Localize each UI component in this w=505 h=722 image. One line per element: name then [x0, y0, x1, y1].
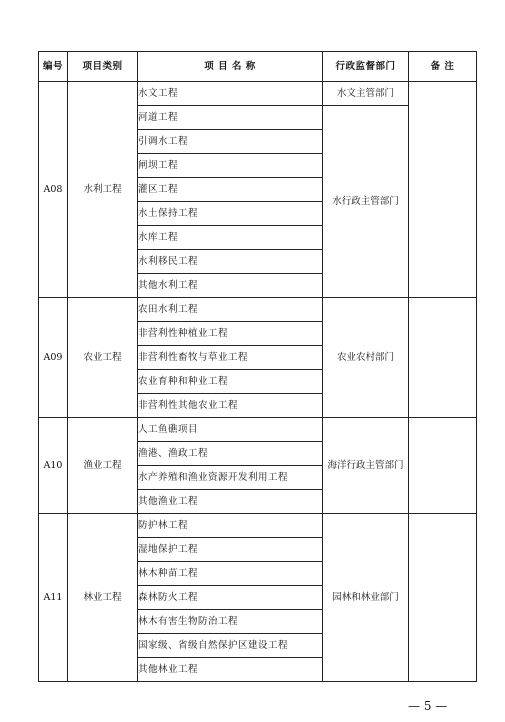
- table-row: [39, 298, 477, 322]
- row-code: A08: [39, 82, 68, 298]
- item-name: 防护林工程: [138, 514, 323, 538]
- row-note: [409, 514, 477, 682]
- item-name: 农业育种和种业工程: [138, 370, 323, 394]
- row-note: [409, 82, 477, 298]
- table-row: [39, 82, 477, 106]
- table-row: [39, 418, 477, 442]
- item-name: 国家级、省级自然保护区建设工程: [138, 634, 323, 658]
- item-name: 灌区工程: [138, 178, 323, 202]
- row-dept: 水文主管部门: [323, 82, 409, 106]
- item-name: 湿地保护工程: [138, 538, 323, 562]
- item-name: 其他林业工程: [138, 658, 323, 682]
- header-note: 备 注: [409, 52, 477, 82]
- row-code: A10: [39, 418, 68, 514]
- row-code: A11: [39, 514, 68, 682]
- item-name: 人工鱼礁项目: [138, 418, 323, 442]
- page-number: — 5 —: [408, 699, 448, 713]
- row-category: 渔业工程: [68, 418, 138, 514]
- row-category: 水利工程: [68, 82, 138, 298]
- row-dept: 海洋行政主管部门: [323, 418, 409, 514]
- item-name: 非营利性畜牧与草业工程: [138, 346, 323, 370]
- row-code: A09: [39, 298, 68, 418]
- item-name: 非营利性其他农业工程: [138, 394, 323, 418]
- header-name: 项 目 名 称: [138, 52, 323, 82]
- item-name: 林木种苗工程: [138, 562, 323, 586]
- item-name: 水产养殖和渔业资源开发利用工程: [138, 466, 323, 490]
- table-row: [39, 514, 477, 538]
- item-name: 农田水利工程: [138, 298, 323, 322]
- item-name: 非营利性种植业工程: [138, 322, 323, 346]
- item-name: 河道工程: [138, 106, 323, 130]
- row-note: [409, 418, 477, 514]
- row-dept: 园林和林业部门: [323, 514, 409, 682]
- item-name: 林木有害生物防治工程: [138, 610, 323, 634]
- item-name: 水土保持工程: [138, 202, 323, 226]
- item-name: 水文工程: [138, 82, 323, 106]
- row-note: [409, 298, 477, 418]
- row-category: 林业工程: [68, 514, 138, 682]
- table-header-row: [39, 52, 477, 82]
- item-name: 闸坝工程: [138, 154, 323, 178]
- item-name: 其他渔业工程: [138, 490, 323, 514]
- row-dept: 水行政主管部门: [323, 106, 409, 298]
- header-code: 编号: [39, 52, 68, 82]
- header-category: 项目类别: [68, 52, 138, 82]
- header-dept: 行政监督部门: [323, 52, 409, 82]
- item-name: 引调水工程: [138, 130, 323, 154]
- item-name: 其他水利工程: [138, 274, 323, 298]
- item-name: 水利移民工程: [138, 250, 323, 274]
- item-name: 水库工程: [138, 226, 323, 250]
- row-dept: 农业农村部门: [323, 298, 409, 418]
- item-name: 森林防火工程: [138, 586, 323, 610]
- item-name: 渔港、渔政工程: [138, 442, 323, 466]
- row-category: 农业工程: [68, 298, 138, 418]
- project-table: [38, 51, 477, 682]
